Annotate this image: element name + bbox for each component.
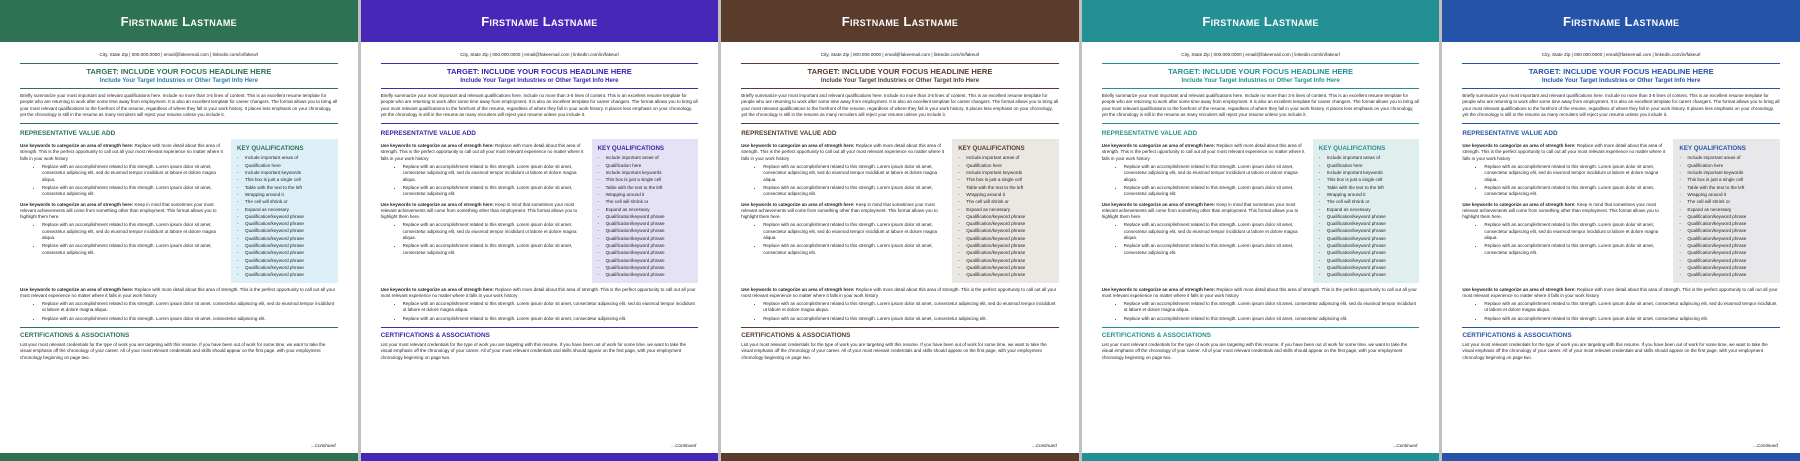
key-qualification-item: - Table with the text to the left	[958, 184, 1053, 191]
value-block-detail: Keep in mind that sometimes your most relevant achievements will come from something other than employment. This format allows you to highlight them here.	[1462, 201, 1659, 220]
cert-paragraph: List your most relevant credentials for the type of work you are targeting with this resume. If you have been out of work for some time, we want to take the visual emphasis off the chronology of your career. All of your most relevant credentials and skills should appear on the first page, with your employment chronology beginning on page two.	[1462, 342, 1768, 360]
key-qualification-item: - Qualification/keyword phrase	[1679, 257, 1774, 264]
key-qualification-item: - The cell will shrink or	[958, 198, 1053, 205]
value-section-title: REPRESENTATIVE VALUE ADD	[741, 130, 837, 138]
value-block-text	[381, 202, 586, 221]
key-qualification-item: - Qualification here	[958, 162, 1053, 169]
value-block-detail: Keep in mind that sometimes your most relevant achievements will come from something other than employment. This format allows you to highlight them here.	[380, 201, 578, 220]
key-qualification-item: - Qualification/keyword phrase	[1319, 227, 1414, 234]
value-block-text	[20, 287, 338, 300]
value-block-text	[1102, 143, 1307, 162]
key-qualification-item: - Qualification/keyword phrase	[958, 227, 1053, 234]
contact-line: City, State Zip | 000.000.0000 | email@fakeemail.com | linkedin.com/in/fakeurl	[460, 52, 619, 57]
key-qualification-item: - Include important keywords	[1319, 169, 1414, 176]
value-block-full	[741, 287, 1059, 322]
resume-page	[1082, 0, 1440, 461]
key-qualification-item: - Qualification/keyword phrase	[1319, 271, 1414, 278]
value-block-text	[1102, 287, 1420, 300]
accomplishment-item: • Replace with an accomplishment related to this strength. Lorem ipsum dolor sit amet, consectetur adipiscing elit, sed do eiusmod tempor incididunt ut labore et dolore magna aliqua.	[1124, 301, 1420, 314]
value-block-full	[20, 287, 338, 322]
target-headline: TARGET: INCLUDE YOUR FOCUS HEADLINE HERE	[86, 67, 272, 76]
accomplishment-list	[1102, 301, 1420, 322]
top-rule	[1462, 63, 1780, 64]
key-qualification-item: - Qualification/keyword phrase	[1679, 220, 1774, 227]
accomplishment-item: • Replace with an accomplishment related to this strength. Lorem ipsum dolor sit amet, consectetur adipiscing elit, sed do eiusmod tempor incididunt ut labore et dolore magna aliqua.	[403, 164, 586, 183]
value-block-lead: Use keywords to categorize an area of strength here:	[20, 201, 134, 207]
key-qualifications-list	[958, 154, 1053, 278]
summary-rule	[381, 123, 699, 124]
key-qualifications-title: KEY QUALIFICATIONS	[1679, 145, 1746, 153]
page-body	[721, 63, 1079, 361]
target-subheadline: Include Your Target Industries or Other Target Info Here	[820, 78, 980, 84]
value-block-text	[381, 287, 699, 300]
key-qualifications-title: KEY QUALIFICATIONS	[1318, 145, 1386, 153]
accomplishment-item: • Replace with an accomplishment related to this strength. Lorem ipsum dolor sit amet, consectetur adipiscing elit.	[1484, 185, 1667, 198]
accomplishment-item: • Replace with an accomplishment related to this strength. Lorem ipsum dolor sit amet, consectetur adipiscing elit, sed do eiusmod tempor incididunt ut labore et dolore magna aliqua.	[1124, 222, 1307, 241]
value-block-lead: Use keywords to categorize an area of strength here:	[380, 286, 494, 292]
sub-rule	[1462, 88, 1780, 89]
target-headline: TARGET: INCLUDE YOUR FOCUS HEADLINE HERE	[1528, 67, 1714, 76]
continued-note: ...Continued	[1392, 443, 1418, 448]
key-qualification-item: - Qualification/keyword phrase	[958, 264, 1053, 271]
value-section-title: REPRESENTATIVE VALUE ADD	[20, 130, 116, 138]
accomplishment-list	[1462, 301, 1780, 322]
value-block-lead: Use keywords to categorize an area of strength here:	[1101, 143, 1216, 149]
value-block-lead: Use keywords to categorize an area of strength here:	[1462, 286, 1576, 292]
key-qualification-item: - Include important areas of	[1679, 154, 1774, 161]
key-qualification-item: - Qualification/keyword phrase	[598, 257, 693, 264]
key-qualification-item: - Qualification/keyword phrase	[237, 220, 332, 227]
value-block-text	[20, 202, 225, 221]
value-block-full	[381, 287, 699, 322]
accomplishment-list	[741, 301, 1059, 322]
accomplishment-item: • Replace with an accomplishment related to this strength. Lorem ipsum dolor sit amet, consectetur adipiscing elit.	[42, 185, 225, 198]
key-qualification-item: - Qualification/keyword phrase	[598, 242, 693, 249]
key-qualifications-box	[1313, 139, 1420, 282]
accomplishment-list	[381, 222, 586, 255]
key-qualification-item: - Qualification/keyword phrase	[1679, 227, 1774, 234]
key-qualification-item: - Qualification/keyword phrase	[958, 242, 1053, 249]
value-block-detail: Replace with more detail about this area of strength. This is the perfect opportunity to call out all your most relevant experience no matter where it falls in your work history	[741, 286, 1057, 298]
key-qualification-item: - Table with the text to the left	[598, 184, 693, 191]
key-qualification-item: - The cell will shrink or	[1679, 198, 1774, 205]
accomplishment-item: • Replace with an accomplishment related to this strength. Lorem ipsum dolor sit amet, consectetur adipiscing elit.	[1484, 243, 1667, 256]
header-band	[1082, 0, 1440, 42]
key-qualification-item: - Qualification here	[1679, 162, 1774, 169]
key-qualification-item: - Qualification/keyword phrase	[1679, 249, 1774, 256]
key-qualification-item: - Qualification/keyword phrase	[1679, 264, 1774, 271]
value-block-lead: Use keywords to categorize an area of strength here:	[741, 143, 855, 149]
summary-rule	[741, 123, 1059, 124]
key-qualification-item: - Qualification/keyword phrase	[1319, 257, 1414, 264]
continued-note: ...Continued	[1753, 443, 1778, 448]
summary-rule	[1102, 123, 1420, 124]
target-subheadline: Include Your Target Industries or Other Target Info Here	[1542, 78, 1701, 84]
value-blocks	[741, 139, 946, 282]
top-rule	[1102, 63, 1420, 64]
footer-band	[0, 453, 358, 461]
key-qualification-item: - Wrapping around it	[598, 191, 693, 198]
accomplishment-list	[1102, 222, 1307, 255]
sub-rule	[381, 88, 699, 89]
resume-page	[1442, 0, 1800, 461]
value-blocks	[1102, 139, 1307, 282]
key-qualifications-box	[231, 139, 338, 282]
value-block-detail: Replace with more detail about this area of strength. This is the perfect opportunity to call out all your most relevant experience no matter where it falls in your work history	[1101, 143, 1305, 161]
value-block-lead: Use keywords to categorize an area of strength here:	[380, 201, 494, 207]
resume-page	[0, 0, 358, 461]
value-block-text	[381, 143, 586, 162]
value-section	[1102, 139, 1420, 282]
value-block-lead: Use keywords to categorize an area of strength here:	[741, 286, 855, 292]
accomplishment-item: • Replace with an accomplishment related to this strength. Lorem ipsum dolor sit amet, consectetur adipiscing elit, sed do eiusmod tempor incididunt ut labore et dolore magna aliqua.	[763, 164, 946, 183]
key-qualification-item: - Qualification/keyword phrase	[1319, 242, 1414, 249]
key-qualifications-box	[592, 139, 699, 282]
accomplishment-item: • Replace with an accomplishment related to this strength. Lorem ipsum dolor sit amet, consectetur adipiscing elit, sed do eiusmod tempor incididunt ut labore et dolore magna aliqua.	[42, 164, 225, 183]
target-subheadline: Include Your Target Industries or Other Target Info Here	[99, 78, 258, 84]
key-qualification-item: - Table with the text to the left	[1319, 184, 1414, 191]
key-qualification-item: - Qualification/keyword phrase	[237, 264, 332, 271]
key-qualification-item: - Qualification/keyword phrase	[1319, 235, 1414, 242]
top-rule	[20, 63, 338, 64]
page-body	[1082, 63, 1440, 361]
key-qualification-item: - Qualification/keyword phrase	[237, 213, 332, 220]
summary-paragraph: Briefly summarize your most important and relevant qualifications here. Include no more than 3-5 lines of content. This is an excellent resume template for people who are returning to work after some time away from employment. It is also an excellent template for career changers. The format allows you to bring all your most relevant qualifications to the forefront of the resume, regardless of where they fall in your work history. It places less emphasis on your chronology, yet the chronology is still in the resume as many recruiters will reject your resume unless you include it.	[1101, 93, 1419, 117]
name-heading: Firstname Lastname	[1202, 13, 1319, 29]
accomplishment-list	[741, 164, 946, 197]
key-qualification-item: - The cell will shrink or	[598, 198, 693, 205]
accomplishment-list	[20, 222, 225, 255]
footer-band	[1082, 453, 1440, 461]
accomplishment-item: • Replace with an accomplishment related to this strength. Lorem ipsum dolor sit amet, consectetur adipiscing elit, sed do eiusmod tempor incididunt ut labore et dolore magna aliqua.	[403, 222, 586, 241]
accomplishment-item: • Replace with an accomplishment related to this strength. Lorem ipsum dolor sit amet, consectetur adipiscing elit, sed do eiusmod tempor incididunt ut labore et dolore magna aliqua.	[42, 301, 338, 314]
value-block-detail: Replace with more detail about this area of strength. This is the perfect opportunity to call out all your most relevant experience no matter where it falls in your work history	[1101, 286, 1417, 298]
continued-note: ...Continued	[671, 443, 697, 448]
key-qualification-item: - Qualification/keyword phrase	[598, 213, 693, 220]
key-qualification-item: - Include important areas of	[1319, 154, 1414, 161]
accomplishment-item: • Replace with an accomplishment related to this strength. Lorem ipsum dolor sit amet, consectetur adipiscing elit.	[763, 243, 946, 256]
key-qualification-item: - Qualification/keyword phrase	[1679, 235, 1774, 242]
accomplishment-item: • Replace with an accomplishment related to this strength. Lorem ipsum dolor sit amet, consectetur adipiscing elit.	[403, 243, 586, 256]
sub-rule	[20, 88, 338, 89]
name-heading: Firstname Lastname	[481, 13, 598, 29]
key-qualifications-title: KEY QUALIFICATIONS	[237, 145, 304, 153]
footer-band	[721, 453, 1079, 461]
key-qualification-item: - Qualification/keyword phrase	[237, 249, 332, 256]
key-qualification-item: - The cell will shrink or	[1319, 198, 1414, 205]
accomplishment-item: • Replace with an accomplishment related to this strength. Lorem ipsum dolor sit amet, consectetur adipiscing elit.	[403, 185, 586, 198]
target-subheadline: Include Your Target Industries or Other Target Info Here	[1181, 78, 1340, 84]
key-qualification-item: - This box is just a single cell	[958, 176, 1053, 183]
key-qualification-item: - Include important keywords	[237, 169, 332, 176]
key-qualification-item: - Expand as necessary	[958, 206, 1053, 213]
header-band	[0, 0, 358, 42]
accomplishment-list	[1102, 164, 1307, 197]
contact-line: City, State Zip | 000.000.0000 | email@fakeemail.com | linkedin.com/in/fakeurl	[99, 52, 259, 57]
contact-line: City, State Zip | 000.000.0000 | email@fakeemail.com | linkedin.com/in/fakeurl	[1541, 52, 1701, 57]
cert-rule	[381, 327, 699, 328]
key-qualification-item: - The cell will shrink or	[237, 198, 332, 205]
summary-paragraph: Briefly summarize your most important and relevant qualifications here. Include no more than 3-5 lines of content. This is an excellent resume template for people who are returning to work after some time away from employment. It is also an excellent template for career changers. The format allows you to bring all your most relevant qualifications to the forefront of the resume, regardless of where they fall in your work history. It places less emphasis on your chronology, yet the chronology is still in the resume as many recruiters will reject your resume unless you include it.	[380, 93, 698, 117]
target-headline: TARGET: INCLUDE YOUR FOCUS HEADLINE HERE	[1168, 67, 1354, 76]
key-qualifications-list	[1319, 154, 1414, 278]
value-section	[381, 139, 699, 282]
contact-line: City, State Zip | 000.000.0000 | email@fakeemail.com | linkedin.com/in/fakeurl	[1181, 52, 1340, 57]
key-qualifications-title: KEY QUALIFICATIONS	[958, 145, 1025, 153]
accomplishment-list	[741, 222, 946, 255]
header-band	[361, 0, 719, 42]
key-qualification-item: - This box is just a single cell	[1319, 176, 1414, 183]
key-qualification-item: - Qualification/keyword phrase	[958, 220, 1053, 227]
value-section-title: REPRESENTATIVE VALUE ADD	[1101, 130, 1198, 138]
key-qualification-item: - Qualification/keyword phrase	[958, 257, 1053, 264]
summary-paragraph: Briefly summarize your most important and relevant qualifications here. Include no more than 3-5 lines of content. This is an excellent resume template for people who are returning to work after some time away from employment. It is also an excellent template for career changers. The format allows you to bring all your most relevant qualifications to the forefront of the resume, regardless of where they fall in your work history. It places less emphasis on your chronology, yet the chronology is still in the resume as many recruiters will reject your resume unless you include it.	[741, 93, 1059, 117]
key-qualification-item: - Qualification/keyword phrase	[237, 235, 332, 242]
cert-section-title: CERTIFICATIONS & ASSOCIATIONS	[1462, 332, 1572, 340]
key-qualification-item: - Wrapping around it	[1319, 191, 1414, 198]
value-block-text	[20, 143, 225, 162]
key-qualifications-box	[952, 139, 1059, 282]
accomplishment-item: • Replace with an accomplishment related to this strength. Lorem ipsum dolor sit amet, consectetur adipiscing elit, sed do eiusmod tempor incididunt ut labore et dolore magna aliqua.	[1484, 164, 1667, 183]
cert-rule	[20, 327, 338, 328]
name-heading: Firstname Lastname	[841, 13, 959, 29]
accomplishment-list	[381, 301, 699, 322]
value-block-detail: Replace with more detail about this area of strength. This is the perfect opportunity to call out all your most relevant experience no matter where it falls in your work history	[1462, 143, 1666, 161]
key-qualification-item: - Qualification/keyword phrase	[1679, 271, 1774, 278]
cert-rule	[741, 327, 1059, 328]
value-block-full	[1102, 287, 1420, 322]
accomplishment-item: • Replace with an accomplishment related to this strength. Lorem ipsum dolor sit amet, consectetur adipiscing elit, sed do eiusmod tempor incididunt ut labore et dolore magna aliqua.	[403, 301, 699, 314]
key-qualifications-list	[237, 154, 332, 278]
value-block-text	[1102, 202, 1307, 221]
key-qualification-item: - Qualification/keyword phrase	[237, 242, 332, 249]
key-qualification-item: - Qualification/keyword phrase	[958, 235, 1053, 242]
value-block-text	[1462, 143, 1667, 162]
value-section-title: REPRESENTATIVE VALUE ADD	[380, 130, 476, 138]
cert-paragraph: List your most relevant credentials for the type of work you are targeting with this resume. If you have been out of work for some time, we want to take the visual emphasis off the chronology of your career. All of your most relevant credentials and skills should appear on the first page, with your employment chronology beginning on page two.	[380, 342, 686, 360]
accomplishment-item: • Replace with an accomplishment related to this strength. Lorem ipsum dolor sit amet, consectetur adipiscing elit.	[763, 185, 946, 198]
accomplishment-item: • Replace with an accomplishment related to this strength. Lorem ipsum dolor sit amet, consectetur adipiscing elit, sed do eiusmod tempor incididunt ut labore et dolore magna aliqua.	[1124, 164, 1307, 183]
value-section	[20, 139, 338, 282]
cert-paragraph: List your most relevant credentials for the type of work you are targeting with this resume. If you have been out of work for some time, we want to take the visual emphasis off the chronology of your career. All of your most relevant credentials and skills should appear on the first page, with your employment chronology beginning on page two.	[741, 342, 1047, 360]
key-qualification-item: - Qualification/keyword phrase	[958, 249, 1053, 256]
cert-section-title: CERTIFICATIONS & ASSOCIATIONS	[1101, 332, 1212, 340]
key-qualification-item: - Qualification/keyword phrase	[1319, 249, 1414, 256]
key-qualification-item: - Wrapping around it	[1679, 191, 1774, 198]
accomplishment-item: • Replace with an accomplishment related to this strength. Lorem ipsum dolor sit amet, consectetur adipiscing elit.	[1484, 316, 1780, 322]
name-heading: Firstname Lastname	[120, 13, 237, 29]
value-block-detail: Keep in mind that sometimes your most relevant achievements will come from something other than employment. This format allows you to highlight them here.	[741, 201, 938, 220]
value-block-lead: Use keywords to categorize an area of strength here:	[380, 143, 494, 149]
header-band	[1442, 0, 1800, 42]
accomplishment-list	[1462, 164, 1667, 197]
accomplishment-item: • Replace with an accomplishment related to this strength. Lorem ipsum dolor sit amet, consectetur adipiscing elit.	[403, 316, 699, 322]
value-block-lead: Use keywords to categorize an area of strength here:	[20, 286, 134, 292]
key-qualification-item: - Qualification/keyword phrase	[598, 264, 693, 271]
key-qualification-item: - Expand as necessary	[1319, 206, 1414, 213]
key-qualification-item: - Qualification/keyword phrase	[598, 235, 693, 242]
value-block-detail: Replace with more detail about this area of strength. This is the perfect opportunity to call out all your most relevant experience no matter where it falls in your work history	[380, 286, 696, 298]
footer-band	[361, 453, 719, 461]
key-qualification-item: - Qualification here	[598, 162, 693, 169]
accomplishment-item: • Replace with an accomplishment related to this strength. Lorem ipsum dolor sit amet, consectetur adipiscing elit.	[1124, 316, 1420, 322]
name-heading: Firstname Lastname	[1562, 13, 1680, 29]
accomplishment-item: • Replace with an accomplishment related to this strength. Lorem ipsum dolor sit amet, consectetur adipiscing elit.	[42, 316, 338, 322]
value-section	[741, 139, 1059, 282]
key-qualification-item: - Qualification/keyword phrase	[1319, 220, 1414, 227]
cert-section-title: CERTIFICATIONS & ASSOCIATIONS	[380, 332, 490, 340]
summary-rule	[1462, 123, 1780, 124]
cert-section-title: CERTIFICATIONS & ASSOCIATIONS	[741, 332, 851, 340]
accomplishment-item: • Replace with an accomplishment related to this strength. Lorem ipsum dolor sit amet, consectetur adipiscing elit.	[1124, 185, 1307, 198]
value-block-detail: Replace with more detail about this area of strength. This is the perfect opportunity to call out all your most relevant experience no matter where it falls in your work history	[1462, 286, 1778, 298]
value-block-text	[1462, 287, 1780, 300]
key-qualification-item: - Qualification/keyword phrase	[598, 227, 693, 234]
key-qualification-item: - Qualification/keyword phrase	[237, 257, 332, 264]
accomplishment-item: • Replace with an accomplishment related to this strength. Lorem ipsum dolor sit amet, consectetur adipiscing elit, sed do eiusmod tempor incididunt ut labore et dolore magna aliqua.	[42, 222, 225, 241]
accomplishment-list	[1462, 222, 1667, 255]
accomplishment-item: • Replace with an accomplishment related to this strength. Lorem ipsum dolor sit amet, consectetur adipiscing elit, sed do eiusmod tempor incididunt ut labore et dolore magna aliqua.	[763, 222, 946, 241]
sub-rule	[741, 88, 1059, 89]
key-qualification-item: - Qualification/keyword phrase	[237, 227, 332, 234]
key-qualifications-list	[1679, 154, 1774, 278]
key-qualification-item: - Qualification here	[1319, 162, 1414, 169]
top-rule	[741, 63, 1059, 64]
footer-band	[1442, 453, 1800, 461]
page-body	[1442, 63, 1800, 361]
accomplishment-item: • Replace with an accomplishment related to this strength. Lorem ipsum dolor sit amet, consectetur adipiscing elit, sed do eiusmod tempor incididunt ut labore et dolore magna aliqua.	[763, 301, 1059, 314]
key-qualification-item: - Qualification/keyword phrase	[237, 271, 332, 278]
key-qualification-item: - Qualification here	[237, 162, 332, 169]
cert-paragraph: List your most relevant credentials for the type of work you are targeting with this resume. If you have been out of work for some time, we want to take the visual emphasis off the chronology of your career. All of your most relevant credentials and skills should appear on the first page, with your employment chronology beginning on page two.	[1101, 342, 1408, 360]
value-block-lead: Use keywords to categorize an area of strength here:	[20, 143, 134, 149]
value-block-text	[741, 202, 946, 221]
value-block-full	[1462, 287, 1780, 322]
target-headline: TARGET: INCLUDE YOUR FOCUS HEADLINE HERE	[446, 67, 632, 76]
key-qualification-item: - Include important keywords	[598, 169, 693, 176]
value-block-lead: Use keywords to categorize an area of strength here:	[741, 201, 855, 207]
value-block-lead: Use keywords to categorize an area of strength here:	[1101, 201, 1216, 207]
accomplishment-item: • Replace with an accomplishment related to this strength. Lorem ipsum dolor sit amet, consectetur adipiscing elit.	[42, 243, 225, 256]
summary-paragraph: Briefly summarize your most important and relevant qualifications here. Include no more than 3-5 lines of content. This is an excellent resume template for people who are returning to work after some time away from employment. It is also an excellent template for career changers. The format allows you to bring all your most relevant qualifications to the forefront of the resume, regardless of where they fall in your work history. It places less emphasis on your chronology, yet the chronology is still in the resume as many recruiters will reject your resume unless you include it.	[1462, 93, 1780, 117]
key-qualification-item: - Include important keywords	[1679, 169, 1774, 176]
value-block-detail: Keep in mind that sometimes your most relevant achievements will come from something other than employment. This format allows you to highlight them here.	[1101, 201, 1299, 220]
cert-rule	[1102, 327, 1420, 328]
target-headline: TARGET: INCLUDE YOUR FOCUS HEADLINE HERE	[807, 67, 993, 76]
key-qualification-item: - This box is just a single cell	[598, 176, 693, 183]
cert-section-title: CERTIFICATIONS & ASSOCIATIONS	[20, 332, 130, 340]
sub-rule	[1102, 88, 1420, 89]
value-section-title: REPRESENTATIVE VALUE ADD	[1462, 130, 1558, 138]
value-block-detail: Replace with more detail about this area of strength. This is the perfect opportunity to call out all your most relevant experience no matter where it falls in your work history	[380, 143, 584, 161]
value-block-lead: Use keywords to categorize an area of strength here:	[1462, 143, 1576, 149]
value-block-lead: Use keywords to categorize an area of strength here:	[1462, 201, 1576, 207]
value-section	[1462, 139, 1780, 282]
target-subheadline: Include Your Target Industries or Other Target Info Here	[460, 78, 619, 84]
key-qualification-item: - This box is just a single cell	[1679, 176, 1774, 183]
key-qualification-item: - Expand as necessary	[1679, 206, 1774, 213]
accomplishment-item: • Replace with an accomplishment related to this strength. Lorem ipsum dolor sit amet, consectetur adipiscing elit, sed do eiusmod tempor incididunt ut labore et dolore magna aliqua.	[1484, 301, 1780, 314]
key-qualification-item: - Qualification/keyword phrase	[598, 249, 693, 256]
key-qualification-item: - This box is just a single cell	[237, 176, 332, 183]
key-qualifications-box	[1673, 139, 1780, 282]
value-block-detail: Keep in mind that sometimes your most relevant achievements will come from something other than employment. This format allows you to highlight them here.	[20, 201, 217, 220]
key-qualification-item: - Wrapping around it	[958, 191, 1053, 198]
value-blocks	[381, 139, 586, 282]
key-qualification-item: - Expand as necessary	[598, 206, 693, 213]
accomplishment-list	[20, 301, 338, 322]
value-block-text	[741, 143, 946, 162]
key-qualification-item: - Include important areas of	[598, 154, 693, 161]
key-qualification-item: - Include important areas of	[237, 154, 332, 161]
key-qualification-item: - Qualification/keyword phrase	[598, 220, 693, 227]
value-block-lead: Use keywords to categorize an area of strength here:	[1101, 286, 1216, 292]
accomplishment-item: • Replace with an accomplishment related to this strength. Lorem ipsum dolor sit amet, consectetur adipiscing elit.	[1124, 243, 1307, 256]
key-qualification-item: - Qualification/keyword phrase	[1319, 213, 1414, 220]
continued-note: ...Continued	[1032, 443, 1057, 448]
value-blocks	[1462, 139, 1667, 282]
key-qualifications-title: KEY QUALIFICATIONS	[597, 145, 665, 153]
accomplishment-list	[381, 164, 586, 197]
page-body	[0, 63, 358, 361]
value-blocks	[20, 139, 225, 282]
header-band	[721, 0, 1079, 42]
value-block-detail: Replace with more detail about this area of strength. This is the perfect opportunity to call out all your most relevant experience no matter where it falls in your work history	[741, 143, 944, 161]
value-block-text	[741, 287, 1059, 300]
key-qualification-item: - Table with the text to the left	[1679, 184, 1774, 191]
accomplishment-item: • Replace with an accomplishment related to this strength. Lorem ipsum dolor sit amet, consectetur adipiscing elit.	[763, 316, 1059, 322]
key-qualification-item: - Expand as necessary	[237, 206, 332, 213]
key-qualification-item: - Wrapping around it	[237, 191, 332, 198]
contact-line: City, State Zip | 000.000.0000 | email@fakeemail.com | linkedin.com/in/fakeurl	[820, 52, 980, 57]
cert-rule	[1462, 327, 1780, 328]
accomplishment-item: • Replace with an accomplishment related to this strength. Lorem ipsum dolor sit amet, consectetur adipiscing elit, sed do eiusmod tempor incididunt ut labore et dolore magna aliqua.	[1484, 222, 1667, 241]
key-qualification-item: - Include important areas of	[958, 154, 1053, 161]
continued-note: ...Continued	[310, 443, 336, 448]
resume-page	[361, 0, 719, 461]
resume-page	[721, 0, 1079, 461]
key-qualification-item: - Qualification/keyword phrase	[958, 271, 1053, 278]
value-block-text	[1462, 202, 1667, 221]
cert-paragraph: List your most relevant credentials for the type of work you are targeting with this resume. If you have been out of work for some time, we want to take the visual emphasis off the chronology of your career. All of your most relevant credentials and skills should appear on the first page, with your employment chronology beginning on page two.	[20, 342, 326, 360]
summary-paragraph: Briefly summarize your most important and relevant qualifications here. Include no more than 3-5 lines of content. This is an excellent resume template for people who are returning to work after some time away from employment. It is also an excellent template for career changers. The format allows you to bring all your most relevant qualifications to the forefront of the resume, regardless of where they fall in your work history. It places less emphasis on your chronology, yet the chronology is still in the resume as many recruiters will reject your resume unless you include it.	[20, 93, 338, 117]
key-qualification-item: - Include important keywords	[958, 169, 1053, 176]
value-block-detail: Replace with more detail about this area of strength. This is the perfect opportunity to call out all your most relevant experience no matter where it falls in your work history	[20, 286, 336, 298]
key-qualification-item: - Qualification/keyword phrase	[598, 271, 693, 278]
summary-rule	[20, 123, 338, 124]
key-qualification-item: - Qualification/keyword phrase	[1679, 242, 1774, 249]
value-block-detail: Replace with more detail about this area of strength. This is the perfect opportunity to call out all your most relevant experience no matter where it falls in your work history	[20, 143, 223, 161]
key-qualifications-list	[598, 154, 693, 278]
key-qualification-item: - Qualification/keyword phrase	[1679, 213, 1774, 220]
top-rule	[381, 63, 699, 64]
key-qualification-item: - Qualification/keyword phrase	[958, 213, 1053, 220]
key-qualification-item: - Qualification/keyword phrase	[1319, 264, 1414, 271]
accomplishment-list	[20, 164, 225, 197]
page-body	[361, 63, 719, 361]
key-qualification-item: - Table with the text to the left	[237, 184, 332, 191]
